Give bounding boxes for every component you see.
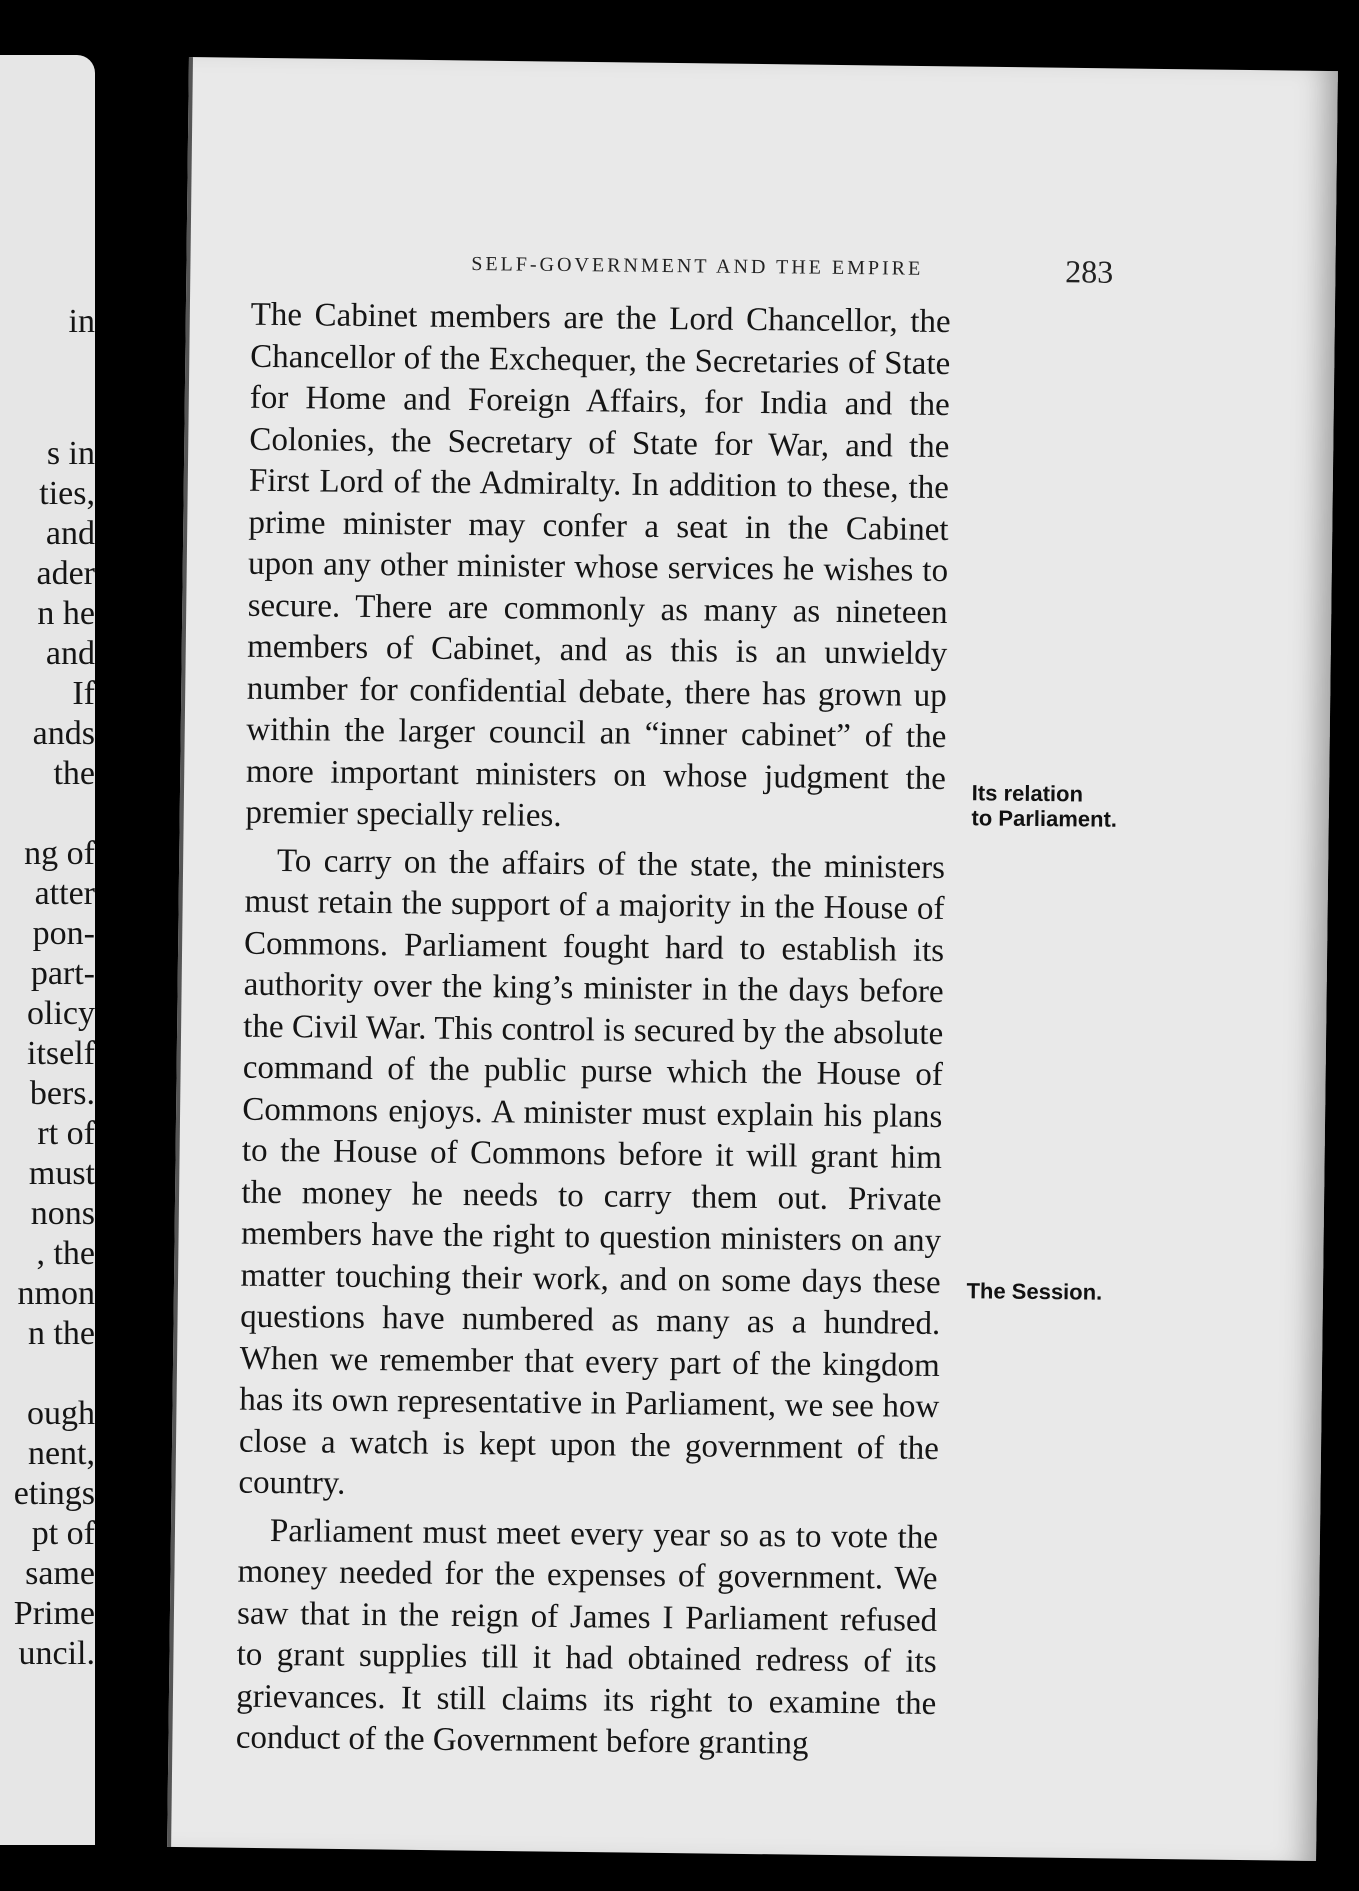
left-line: bers. bbox=[29, 1075, 95, 1112]
left-line: , the bbox=[36, 1235, 95, 1272]
left-line: If bbox=[72, 675, 95, 712]
left-line: etings bbox=[13, 1475, 95, 1512]
paragraph: Parliament must meet every year so as to vote the money needed for the expenses of government. We saw that in the reign of James I Parliament refused to grant supplies till it had obtained redress of its grievances. It still claims its right to examine the conduct of the Government before granting bbox=[235, 1512, 939, 1762]
left-line: and bbox=[45, 635, 95, 672]
left-line: rt of bbox=[37, 1115, 95, 1152]
left-line: nons bbox=[30, 1195, 95, 1232]
book-page bbox=[167, 57, 1338, 1861]
left-line: must bbox=[28, 1155, 95, 1192]
left-line: s in bbox=[46, 435, 95, 472]
left-line: ough bbox=[27, 1395, 95, 1432]
margin-note-session bbox=[966, 1278, 1102, 1304]
left-line: in bbox=[68, 303, 95, 340]
margin-note-line: The Session. bbox=[966, 1278, 1103, 1305]
left-line: olicy bbox=[27, 995, 95, 1032]
left-page-edge bbox=[0, 55, 95, 1845]
left-line: pon- bbox=[32, 915, 95, 952]
page-number: 283 bbox=[1065, 253, 1114, 290]
left-line: ands bbox=[32, 715, 95, 752]
paragraph: The Cabinet members are the Lord Chancellor, the Chancellor of the Exchequer, the Secretaries of State for Home and Foreign Affairs, for India and the Colonies, the Secretary of State for War, and the First Lord of the Admiralty. In addition to these, the prime minister may confer a seat in the Cabinet upon any other minister whose services he wishes to secure. There are commonly as many as nineteen members of Cabinet, and as this is an unwieldy number for confidential debate, there has grown up within the larger council an “inner cabinet” of the more important ministers on whose judgment the premier specially relies. bbox=[245, 296, 951, 834]
left-line: the bbox=[53, 755, 95, 792]
left-line: pt of bbox=[31, 1515, 95, 1552]
left-line: atter bbox=[34, 875, 95, 912]
paragraph: To carry on the affairs of the state, the ministers must retain the support of a majority in the House of Commons. Parliament fought hard to establish its authority over the king’s minister in the days before the Civil War. This control is secured by the absolute command of the public purse which the House of Commons enjoys. A minister must explain his plans to the House of Commons before it will grant him the money he needs to carry them out. Private members have the right to question ministers on any matter touching their work, and on some days these questions have numbered as many as a hundred. When we remember that every part of the kingdom has its own representative in Parliament, we see how close a watch is kept upon the government of the country. bbox=[238, 842, 946, 1502]
margin-note-line: to Parliament. bbox=[971, 805, 1118, 832]
body-text bbox=[236, 295, 951, 1767]
running-title: SELF-GOVERNMENT AND THE EMPIRE bbox=[471, 253, 924, 280]
left-line: nmon bbox=[17, 1275, 95, 1312]
left-line: same bbox=[25, 1555, 95, 1592]
left-line: itself bbox=[27, 1035, 95, 1072]
left-line: n he bbox=[37, 595, 95, 632]
left-line: nent, bbox=[27, 1435, 95, 1472]
left-line: ng of bbox=[24, 835, 95, 872]
left-line: ader bbox=[36, 555, 95, 592]
left-line: n the bbox=[27, 1315, 95, 1352]
page-content bbox=[173, 58, 1337, 1860]
left-line: ties, bbox=[39, 475, 95, 512]
left-line: Prime bbox=[13, 1595, 95, 1632]
margin-note-parliament bbox=[971, 780, 1117, 832]
margin-note-line: Its relation bbox=[971, 780, 1084, 807]
left-line: part- bbox=[30, 955, 95, 992]
left-line: and bbox=[45, 515, 95, 552]
left-line: uncil. bbox=[18, 1635, 95, 1672]
